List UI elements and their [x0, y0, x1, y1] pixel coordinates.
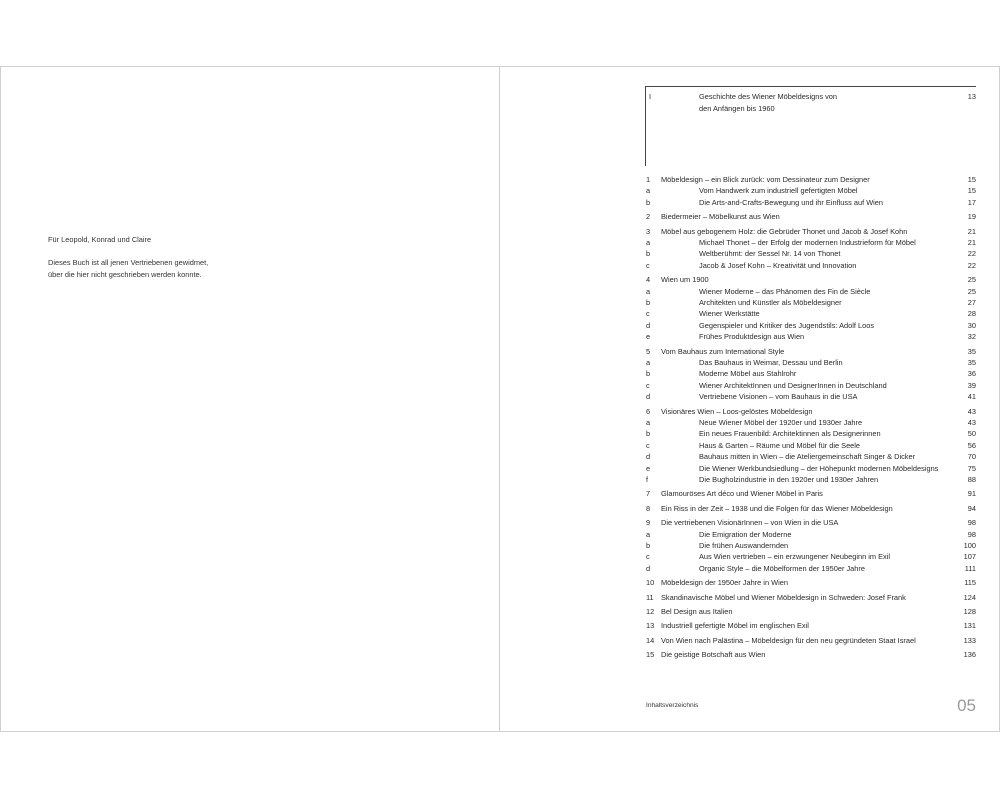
toc-entry-page: 22: [967, 249, 976, 259]
toc-section: [646, 440, 976, 451]
toc-entry-number: d: [646, 392, 651, 402]
toc-entry-page: 36: [967, 369, 976, 379]
toc-entry-title: Visionäres Wien – Loos-gelöstes Möbeldesign: [661, 406, 813, 416]
toc-entry-page: 39: [967, 380, 976, 390]
toc-entry-title: Möbeldesign – ein Blick zurück: vom Dessinateur zum Designer: [661, 175, 870, 184]
toc-section: [646, 185, 976, 196]
toc-section: [646, 417, 976, 428]
toc-entry-page: 41: [967, 392, 976, 402]
toc-entry-page: 21: [967, 226, 976, 236]
toc-section: [646, 529, 976, 540]
toc-section: [646, 357, 976, 368]
toc-entry-number: 13: [646, 621, 655, 631]
toc-section: [646, 260, 976, 271]
toc-section: [646, 286, 976, 297]
toc-entry-number: 14: [646, 635, 655, 645]
toc-entry-title: Vom Handwerk zum industriell gefertigten Möbel: [699, 186, 858, 196]
toc-entry-page: 35: [967, 346, 976, 356]
toc-entry-number: 10: [646, 578, 655, 588]
toc-entry-page: 115: [964, 578, 976, 588]
toc-entry-page: 15: [967, 186, 976, 196]
toc-entry-number: a: [646, 418, 651, 427]
toc-entry-page: 43: [967, 418, 976, 427]
toc-entry-title: Frühes Produktdesign aus Wien: [699, 332, 805, 342]
toc-section: [646, 197, 976, 208]
toc-entry-number: b: [646, 369, 651, 379]
toc-entry-number: b: [646, 298, 651, 307]
toc-chapter: [646, 577, 976, 588]
toc-entry-page: 25: [967, 286, 976, 296]
toc-entry-page: 94: [967, 503, 976, 513]
footer-label: Inhaltsverzeichnis: [646, 702, 699, 709]
toc-entry-number: d: [646, 320, 651, 330]
toc-section: [646, 297, 976, 308]
toc-entry-title: Organic Style – die Möbelformen der 1950er Jahre: [699, 563, 865, 573]
toc-entry-title: Bauhaus mitten in Wien – die Ateliergemeinschaft Singer & Dicker: [699, 452, 916, 462]
toc-chapter: [646, 346, 976, 357]
toc-entry-number: c: [646, 552, 650, 562]
toc-entry-title: Bel Design aus Italien: [661, 607, 733, 616]
toc-section: [646, 248, 976, 259]
toc-entry-number: a: [646, 286, 651, 296]
toc-entry-title: Michael Thonet – der Erfolg der modernen Industrieform für Möbel: [699, 238, 916, 247]
left-page: [0, 66, 500, 732]
toc-section: [646, 237, 976, 248]
toc-chapter: [646, 606, 976, 617]
toc-entry-number: b: [646, 249, 651, 259]
toc-entry-page: 25: [967, 275, 976, 285]
toc-chapter: [646, 517, 976, 528]
toc-entry-page: 136: [963, 650, 976, 660]
toc-entry-page: 30: [967, 320, 976, 330]
toc-entry-page: 107: [963, 552, 976, 562]
toc-entry-number: d: [646, 563, 651, 573]
toc-section: [646, 320, 976, 331]
toc-entry-number: c: [646, 380, 650, 390]
toc-entry-page: 133: [963, 635, 976, 645]
dedication-note-line: über die hier nicht geschrieben werden konnte.: [48, 269, 202, 279]
toc-section: [646, 391, 976, 402]
dedication-note-line: Dieses Buch ist all jenen Vertriebenen gewidmet,: [48, 258, 209, 267]
toc-entry-number: a: [646, 186, 651, 196]
toc-section: [646, 308, 976, 319]
toc-entry-page: 75: [967, 463, 976, 473]
part-number: I: [649, 92, 652, 101]
toc-entry-title: Die Emigration der Moderne: [699, 529, 792, 539]
toc-entry-title: Haus & Garten – Räume und Möbel für die Seele: [699, 440, 861, 450]
toc-entry-title: Weltberühmt: der Sessel Nr. 14 von Thonet: [699, 249, 841, 259]
toc-entry-title: Vom Bauhaus zum International Style: [661, 346, 785, 356]
toc-entry-number: c: [646, 440, 650, 450]
toc-entry-title: Wiener Werkstätte: [699, 309, 760, 319]
toc-section: [646, 563, 976, 574]
toc-chapter: [646, 592, 976, 603]
toc-entry-page: 91: [967, 489, 976, 499]
toc-entry-page: 19: [967, 212, 976, 222]
toc-entry-page: 128: [963, 607, 976, 616]
toc-chapter: [646, 503, 976, 514]
toc-entry-title: Biedermeier – Möbelkunst aus Wien: [661, 212, 780, 222]
toc-entry-title: Die vertriebenen VisionärInnen – von Wien in die USA: [661, 518, 839, 528]
toc-entry-number: 2: [646, 212, 651, 222]
toc-chapter: [646, 406, 976, 417]
toc-entry-page: 22: [967, 260, 976, 270]
toc-entry-title: Von Wien nach Palästina – Möbeldesign für den neu gegründeten Staat Israel: [661, 635, 916, 645]
toc-entry-title: Die Arts-and-Crafts-Bewegung und ihr Einfluss auf Wien: [699, 197, 884, 207]
toc-entry-number: 11: [646, 592, 654, 602]
toc-entry-number: c: [646, 309, 650, 319]
dedication-text: Für Leopold, Konrad und Claire: [48, 235, 152, 244]
toc-entry-title: Wiener ArchitektInnen und DesignerInnen in Deutschland: [699, 380, 887, 390]
toc-entry-page: 50: [967, 429, 976, 439]
toc-entry-number: e: [646, 463, 651, 473]
toc-chapter: [646, 174, 976, 185]
toc-chapter: [646, 635, 976, 646]
part-title-line: den Anfängen bis 1960: [699, 103, 775, 113]
toc-entry-title: Industriell gefertigte Möbel im englischen Exil: [661, 621, 809, 631]
toc-entry-page: 21: [967, 238, 976, 247]
toc-entry-title: Möbeldesign der 1950er Jahre in Wien: [661, 578, 788, 588]
toc-entry-title: Das Bauhaus in Weimar, Dessau und Berlin: [699, 358, 843, 367]
toc-entry-title: Moderne Möbel aus Stahlrohr: [699, 369, 797, 379]
page-number: 05: [957, 696, 976, 715]
toc-entry-number: d: [646, 452, 651, 462]
toc-entry-number: b: [646, 541, 651, 550]
toc-entry-number: 6: [646, 406, 651, 416]
toc-entry-title: Vertriebene Visionen – vom Bauhaus in die USA: [699, 392, 858, 402]
toc-entry-page: 100: [963, 541, 976, 550]
toc-entry-page: 27: [967, 298, 976, 307]
toc-chapter: [646, 274, 976, 285]
toc-chapter: [646, 649, 976, 660]
toc-entry-number: b: [646, 197, 651, 207]
part-title: [699, 91, 899, 114]
toc-entry-page: 70: [967, 452, 976, 462]
toc-entry-number: c: [646, 260, 650, 270]
toc-entry-number: b: [646, 429, 651, 439]
toc-chapter: [646, 620, 976, 631]
toc-entry-number: 15: [646, 650, 655, 660]
toc-entry-page: 98: [967, 529, 976, 539]
toc-entry-title: Architekten und Künstler als Möbeldesigner: [699, 298, 842, 307]
toc-entry-page: 111: [964, 563, 976, 573]
toc-entry-number: 12: [646, 607, 655, 616]
toc-entry-number: 9: [646, 518, 651, 528]
toc-entry-page: 124: [963, 592, 976, 602]
toc-entry-page: 17: [967, 197, 976, 207]
toc-section: [646, 428, 976, 439]
toc-entry-page: 98: [967, 518, 976, 528]
toc-entry-number: 7: [646, 489, 651, 499]
toc-section: [646, 540, 976, 551]
toc-entry-title: Die Bugholzindustrie in den 1920er und 1930er Jahren: [699, 475, 879, 484]
toc-entry-number: a: [646, 238, 651, 247]
toc-section: [646, 551, 976, 562]
toc-entry-number: 1: [646, 175, 651, 184]
part-title-line: Geschichte des Wiener Möbeldesigns von: [699, 92, 838, 101]
toc-entry-number: 3: [646, 226, 651, 236]
toc-entry-number: a: [646, 358, 651, 367]
toc-entry-title: Ein neues Frauenbild: Architektinnen als Designerinnen: [699, 429, 881, 439]
toc-entry-title: Neue Wiener Möbel der 1920er und 1930er Jahre: [699, 418, 863, 427]
toc-entry-title: Ein Riss in der Zeit – 1938 und die Folgen für das Wiener Möbeldesign: [661, 503, 893, 513]
toc-entry-title: Möbel aus gebogenem Holz: die Gebrüder Thonet und Jacob & Josef Kohn: [661, 226, 908, 236]
toc-entry-page: 15: [967, 175, 976, 184]
toc-entry-title: Die frühen Auswandernden: [699, 541, 789, 550]
dedication-note: [48, 257, 268, 280]
toc-entry-page: 56: [967, 440, 976, 450]
toc-chapter: [646, 211, 976, 222]
toc-section: [646, 451, 976, 462]
toc-section: [646, 463, 976, 474]
toc-entry-title: Skandinavische Möbel und Wiener Möbeldesign in Schweden: Josef Frank: [661, 592, 906, 602]
toc-entry-number: 4: [646, 275, 651, 285]
toc-section: [646, 474, 976, 485]
toc-section: [646, 368, 976, 379]
toc-entry-page: 28: [967, 309, 976, 319]
toc-entry-page: 88: [967, 475, 976, 484]
toc-chapter: [646, 488, 976, 499]
toc-entry-title: Die geistige Botschaft aus Wien: [661, 650, 766, 660]
toc-entry-number: 5: [646, 346, 651, 356]
toc-entry-title: Wiener Moderne – das Phänomen des Fin de Siècle: [699, 286, 871, 296]
toc-entry-title: Jacob & Josef Kohn – Kreativität und Innovation: [699, 260, 857, 270]
toc-section: [646, 380, 976, 391]
toc-entry-number: e: [646, 332, 651, 342]
part-page-number: 13: [967, 92, 976, 101]
toc-chapter: [646, 226, 976, 237]
toc-entry-title: Wien um 1900: [661, 275, 709, 285]
toc-section: [646, 331, 976, 342]
toc-entry-page: 32: [967, 332, 976, 342]
toc-entry-page: 43: [967, 406, 976, 416]
toc-entry-number: f: [646, 475, 649, 484]
toc-entry-title: Gegenspieler und Kritiker des Jugendstils: Adolf Loos: [699, 320, 875, 330]
toc-entry-number: 8: [646, 503, 651, 513]
toc-entry-page: 35: [967, 358, 976, 367]
toc-entry-title: Aus Wien vertrieben – ein erzwungener Neubeginn im Exil: [699, 552, 891, 562]
toc-entry-page: 131: [963, 621, 976, 631]
toc-entry-title: Die Wiener Werkbundsiedlung – der Höhepunkt modernen Möbeldesigns: [699, 463, 939, 473]
toc-entry-number: a: [646, 529, 651, 539]
toc-entry-title: Glamouröses Art déco und Wiener Möbel in Paris: [661, 489, 823, 499]
